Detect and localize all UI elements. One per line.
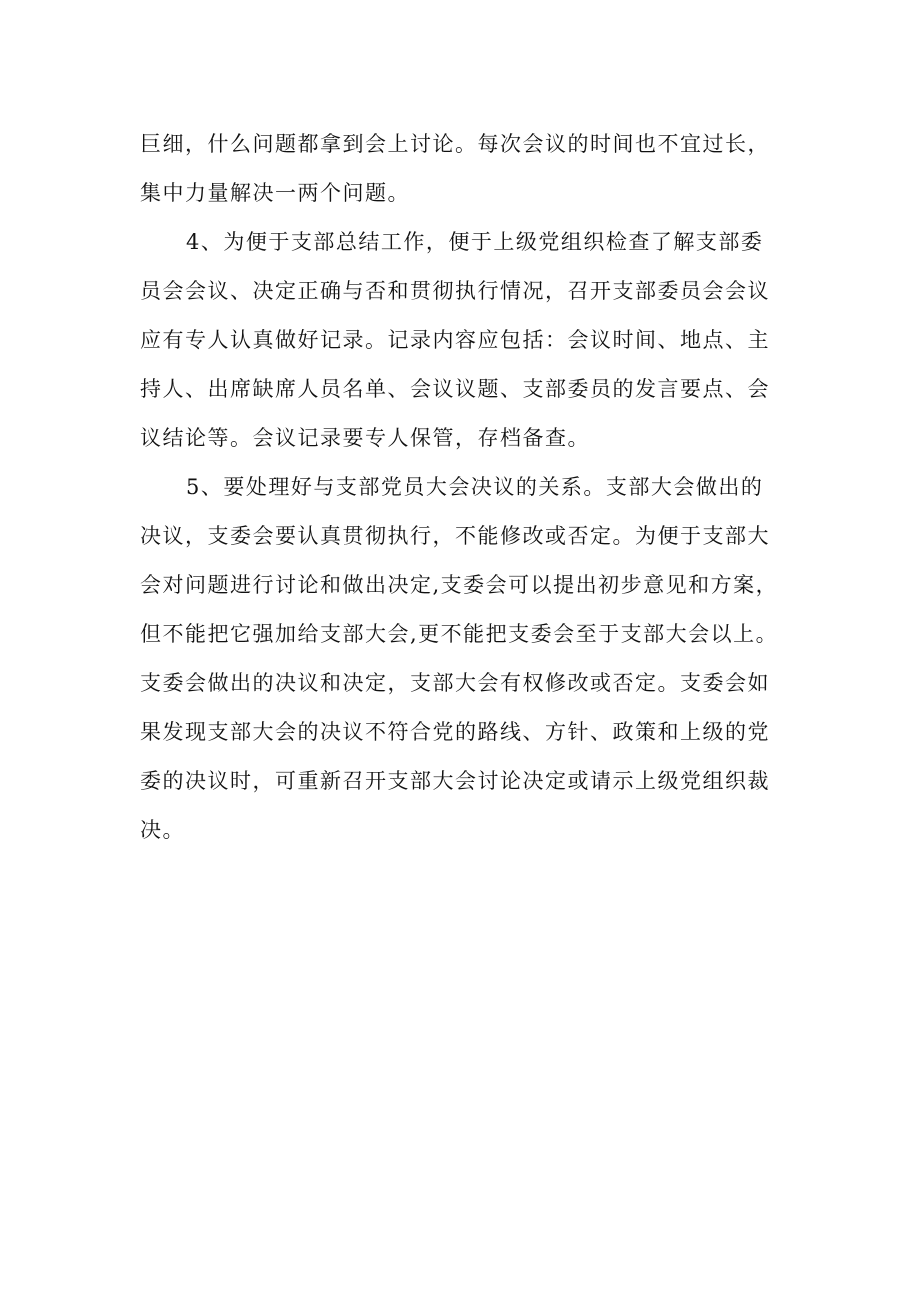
- text-line: 果发现支部大会的决议不符合党的路线、方针、政策和上级的党: [140, 720, 770, 744]
- text-line: 决议，支委会要认真贯彻执行，不能修改或否定。为便于支部大: [140, 524, 770, 548]
- text-line: 支委会做出的决议和决定，支部大会有权修改或否定。支委会如: [140, 671, 770, 695]
- text-line: 5、要处理好与支部党员大会决议的关系。支部大会做出的: [186, 475, 764, 499]
- text-line: 但不能把它强加给支部大会,更不能把支委会至于支部大会以上。: [140, 622, 779, 646]
- document-body: [140, 120, 790, 855]
- paragraph-continued: [140, 120, 790, 218]
- text-line: 持人、出席缺席人员名单、会议议题、支部委员的发言要点、会: [140, 377, 770, 401]
- text-line: 集中力量解决一两个问题。: [140, 181, 410, 205]
- paragraph-5: [140, 463, 790, 855]
- text-line: 巨细，什么问题都拿到会上讨论。每次会议的时间也不宜过长，: [140, 132, 770, 156]
- paragraph-4: [140, 218, 790, 463]
- text-line: 4、为便于支部总结工作，便于上级党组织检查了解支部委: [186, 230, 764, 254]
- text-line: 应有专人认真做好记录。记录内容应包括：会议时间、地点、主: [140, 328, 770, 352]
- text-line: 会对问题进行讨论和做出决定,支委会可以提出初步意见和方案，: [140, 573, 779, 597]
- text-line: 议结论等。会议记录要专人保管，存档备查。: [140, 426, 590, 450]
- text-line: 员会会议、决定正确与否和贯彻执行情况，召开支部委员会会议: [140, 279, 770, 303]
- text-line: 委的决议时，可重新召开支部大会讨论决定或请示上级党组织裁: [140, 769, 770, 793]
- text-line: 决。: [140, 818, 185, 842]
